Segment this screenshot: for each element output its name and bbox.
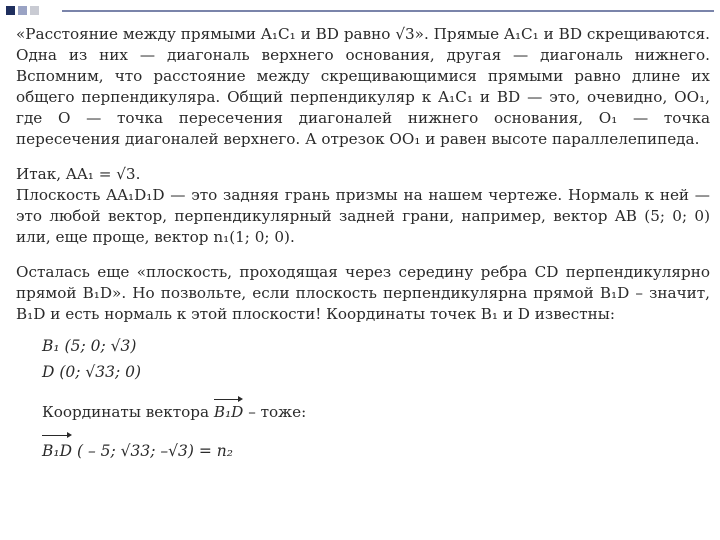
vector-b1d-coordinates bbox=[42, 433, 710, 464]
square-mark bbox=[6, 6, 15, 15]
square-mark bbox=[18, 6, 27, 15]
vector-b1d-label: B₁D bbox=[214, 397, 243, 423]
vector-intro-line bbox=[42, 397, 710, 423]
vector-intro-text: Координаты вектора bbox=[42, 403, 210, 421]
vector-b1d-symbol: B₁D bbox=[42, 433, 72, 464]
point-b1: B₁ (5; 0; √3) bbox=[42, 337, 137, 355]
vector-b1d-value: ( – 5; √33; –√3) = n₂ bbox=[76, 442, 233, 460]
vector-intro-tail: – тоже: bbox=[248, 403, 307, 421]
paragraph-distance: «Расстояние между прямыми A₁C₁ и BD равно √3». Прямые A₁C₁ и BD скрещиваются. Одна из них — диагональ верхнего основания, другая — диагональ нижнего. Вспомним, что расстояние между скрещивающимися прямыми равно длине их общего перпендикуляра. Общий перпендикуляр к A₁C₁ и BD — это, очевидно, OO₁, где O — точка пересечения диагоналей нижнего основания, O₁ — точка пересечения диагоналей верхнего. А отрезок OO₁ и равен высоте параллелепипеда. bbox=[16, 25, 710, 148]
top-rule bbox=[62, 10, 714, 12]
point-d: D (0; √33; 0) bbox=[42, 363, 142, 381]
slide-content bbox=[16, 24, 710, 464]
square-mark bbox=[30, 6, 39, 15]
paragraph-height: Итак, AA₁ = √3. bbox=[16, 165, 141, 183]
corner-squares bbox=[6, 6, 39, 15]
paragraph-plane-normal: Плоскость AA₁D₁D — это задняя грань призмы на нашем чертеже. Нормаль к ней — это любой вектор, перпендикулярный задней грани, например, вектор AB (5; 0; 0) или, еще проще, вектор n₁(1; 0; 0). bbox=[16, 186, 710, 246]
paragraph-second-plane: Осталась еще «плоскость, проходящая через середину ребра CD перпендикулярно прямой B₁D». Но позвольте, если плоскость перпендикулярна прямой B₁D – значит, B₁D и есть нормаль к этой плоскости! Координаты точек B₁ и D известны: bbox=[16, 263, 710, 323]
